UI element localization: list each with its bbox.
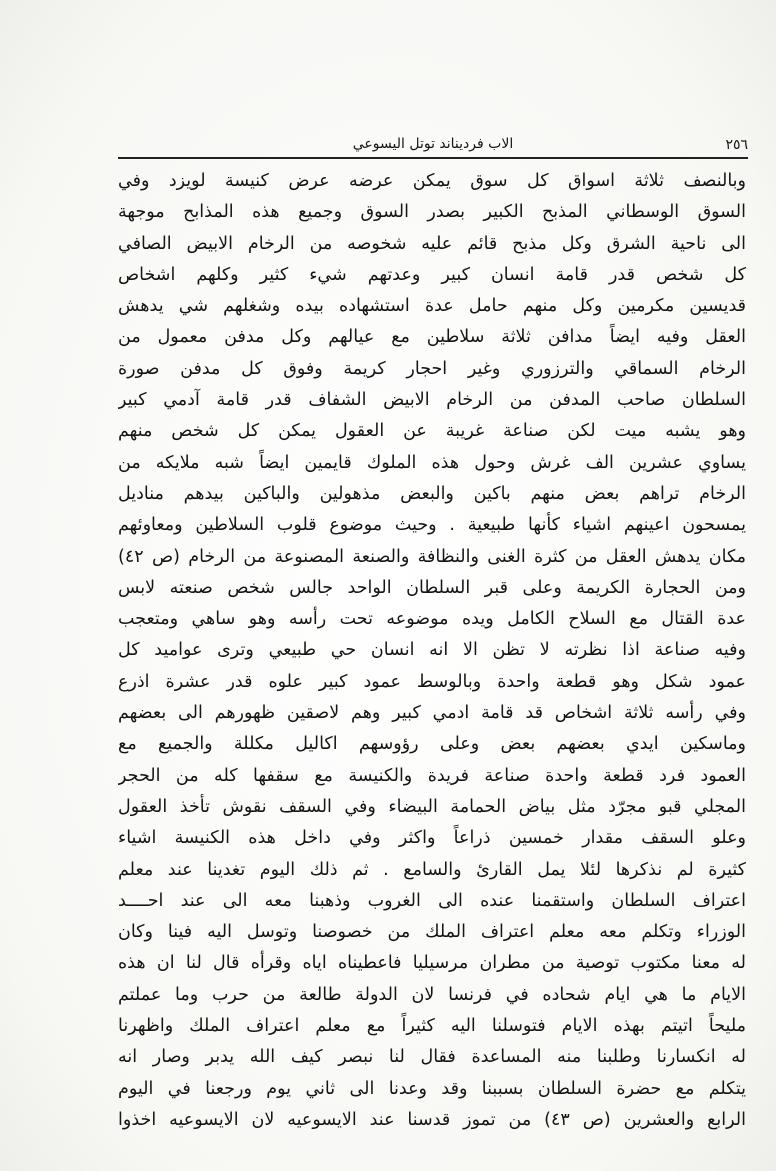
page-number: ٢٥٦	[725, 137, 748, 153]
text-line: يساوي عشرين الف غرش وحول هذه الملوك قايمين ايضاً شبه ملايكه من	[118, 452, 746, 473]
text-line: الوزراء وتكلم معه معلم اعتراف الملك من خصوصنا وتوسل اليه فينا وكان	[118, 922, 746, 943]
text-line: الرابع والعشرين (ص ٤٣) من تموز قدسنا عند الايسوعيه لان الايسوعيه اخذوا	[118, 1109, 746, 1130]
text-line: المجلي قبو مجرّد مثل بياض الحمامة البيضاء وفي السقف نقوش تأخذ العقول	[118, 796, 746, 817]
text-line: مليحاً اتيتم بهذه الايام فتوسلنا اليه كثيراً مع معلم اعتراف الملك واظهرنا	[118, 1016, 746, 1037]
text-line: العقل وفيه ايضاً مدافن ثلاثة سلاطين مع عيالهم وكل مدفن معمول من	[118, 327, 746, 348]
text-line: يتكلم مع حضرة السلطان بسببنا وقد وعدنا الى ثاني يوم ورجعنا في اليوم	[118, 1078, 746, 1099]
text-line: كل شخص قدر قامة انسان كبير وعدتهم شيء كثير وكلهم اشخاص	[118, 264, 746, 285]
text-line: الرخام تراهم بعض منهم باكين والبعض مذهولين والباكين بيدهم مناديل	[118, 483, 746, 504]
text-line: العمود فرد قطعة واحدة صناعة فريدة والكنيسة مع سقفها كله من الحجر	[118, 765, 746, 786]
text-line: وبالنصف ثلاثة اسواق كل سوق يمكن عرضه عرض كنيسة لويزد وفي	[118, 171, 746, 191]
running-title: الاب فرديناند توتل اليسوعي	[352, 136, 514, 152]
text-line: السوق الوسطاني المذبح الكبير بصدر السوق وجميع هذه المذابح موجهة	[118, 202, 746, 223]
text-line: ومن الحجارة الكريمة وعلى قبر السلطان الواحد جالس شخص صنعته لابس	[118, 577, 746, 598]
text-line: قديسين مكرمين وكل منهم حامل عدة استشهاده بيده وشغلهم شي يدهش	[118, 296, 746, 317]
text-line: له معنا مكتوب توصية من مطران مرسيليا فاعطيناه اياه وقرأه قال لنا ان هذه	[118, 953, 746, 974]
text-line: الرخام السماقي والترزوري وغير احجار كريمة وفوق كل مدفن صورة	[118, 358, 746, 379]
text-line: وهو يشبه ميت لكن صناعة غريبة عن العقول يمكن كل شخص منهم	[118, 421, 746, 442]
text-line: وعلو السقف مقدار خمسين ذراعاً واكثر وفي داخل هذه الكنيسة اشياء	[118, 828, 746, 849]
text-line: الى ناحية الشرق وكل مذبح قائم عليه شخوصه من الرخام الابيض الصافي	[118, 233, 746, 254]
text-line: عدة القتال مع السلاح الكامل ويده موضوعه تحت رأسه وهو ساهي ومتعجب	[118, 609, 746, 630]
text-line: السلطان صاحب المدفن من الرخام الابيض الشفاف قدر قامة آدمي كبير	[118, 390, 746, 411]
page-header	[118, 136, 748, 158]
text-line: وفي رأسه ثلاثة اشخاص قد قامة ادمي كبير وهم لاصقين ظهورهم الى بعضهم	[118, 703, 746, 724]
header-rule	[118, 157, 748, 159]
text-line: يمسحون اعينهم اشياء كأنها طبيعية . وحيث موضوع قلوب السلاطين ومعاوئهم	[118, 515, 746, 536]
body-text	[118, 166, 746, 1136]
text-line: وماسكين ايدي بعضهم بعض وعلى رؤوسهم اكاليل مكللة والجميع مع	[118, 734, 746, 755]
text-line: عمود شكل وهو قطعة واحدة وبالوسط عمود كبير علوه قدر عشرة اذرع	[118, 671, 746, 692]
text-line: الايام ما هي ايام شحاده في فرنسا لان الدولة طالعة من حرب وما عملتم	[118, 984, 746, 1005]
text-line: اعتراف السلطان واستقمنا عنده الى الغروب وذهبنا معه الى عند احــــد	[118, 890, 746, 911]
text-line: مكان يدهش العقل من كثرة الغنى والنظافة والصنعة المصنوعة من الرخام (ص ٤٢)	[118, 546, 746, 567]
text-line: له انكسارنا وطلبنا منه المساعدة فقال لنا نبصر كيف الله يدبر وصار انه	[118, 1047, 746, 1068]
text-line: وفيه صناعة اذا نظرته لا تظن الا انه انسان حي طبيعي وترى عواميد كل	[118, 640, 746, 661]
text-line: كثيرة لم نذكرها لئلا يمل القارئ والسامع . ثم ذلك اليوم تغدينا عند معلم	[118, 859, 746, 880]
